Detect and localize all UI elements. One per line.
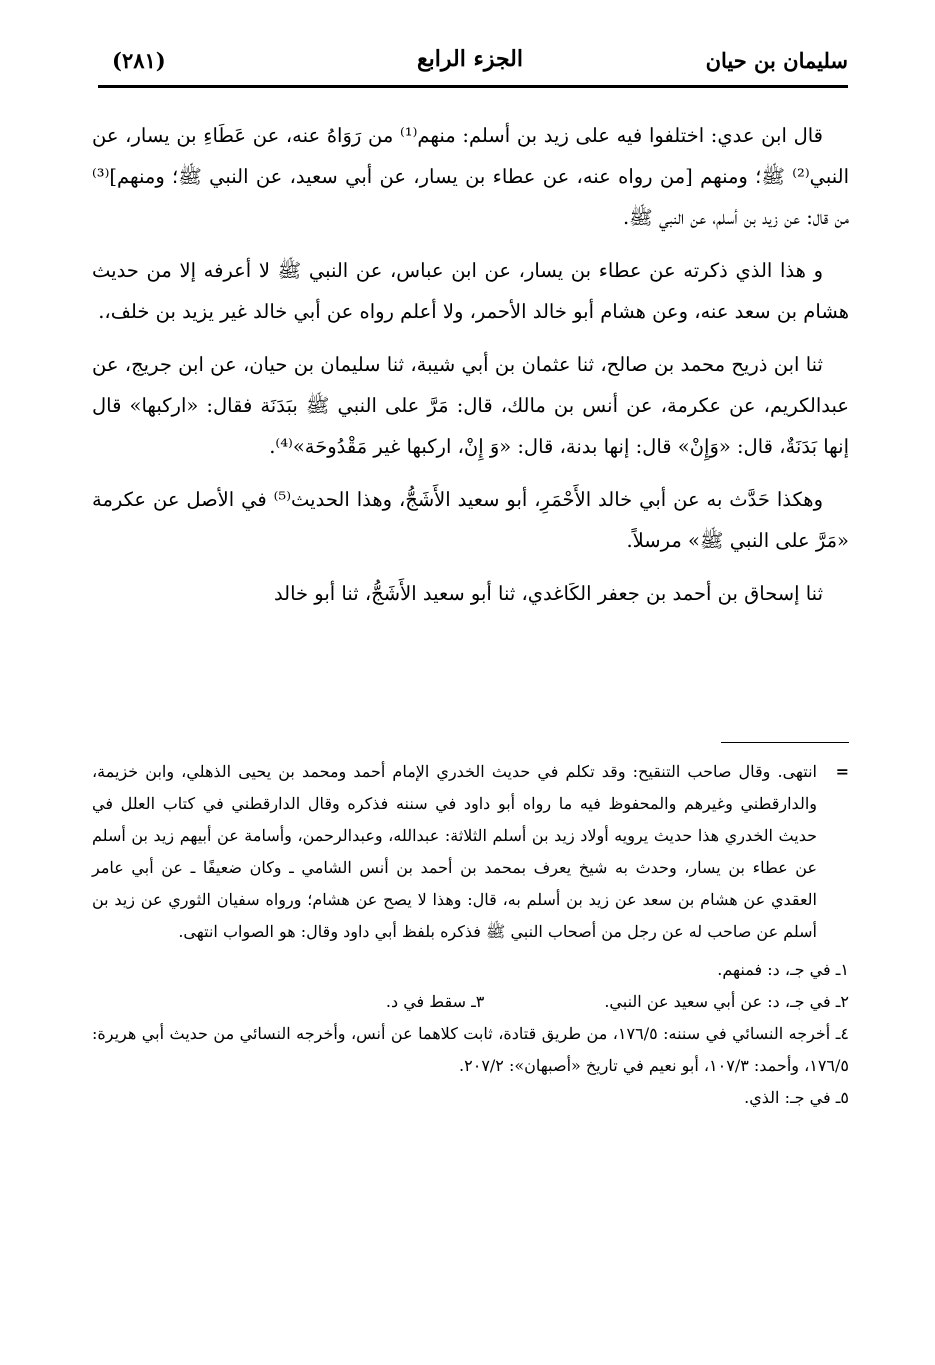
footnotes <box>92 756 849 1114</box>
footnote-separator <box>721 742 849 743</box>
paragraph: وهكذا حَدَّث به عن أبي خالد الأَحْمَرِ، أبو سعيد الأَشَجُّ، وهذا الحديث⁽⁵⁾ في الأصل عن عكرمة «مَرَّ على النبي ﷺ» مرسلاً. <box>92 488 849 552</box>
paragraph: قال ابن عدي: اختلفوا فيه على زيد بن أسلم: منهم⁽¹⁾ من رَوَاهُ عنه، عن عَطَاءِ بن يسار، عن النبي⁽²⁾ ﷺ؛ ومنهم [من رواه عنه، عن عطاء بن يسار، عن أبي سعيد، عن النبي ﷺ؛ ومنهم]⁽³⁾ من قال: عن زيد بن أسلم، عن النبي ﷺ. <box>92 124 849 229</box>
footnote-row <box>92 986 849 1018</box>
page-number: (٢٨١) <box>112 48 166 73</box>
header-rule <box>98 85 848 88</box>
footnote-continuation <box>92 756 849 948</box>
continuation-mark: = <box>835 762 849 781</box>
page-header <box>98 42 848 88</box>
footnote-2: ٢ـ في جـ، د: عن أبي سعيد عن النبي. <box>604 992 849 1011</box>
paragraph: و هذا الذي ذكرته عن عطاء بن يسار، عن ابن عباس، عن النبي ﷺ لا أعرفه إلا من حديث هشام بن سعد عنه، وعن هشام أبو خالد الأحمر، ولا أعلم رواه عن أبي خالد غير يزيد بن خلف،. <box>92 259 849 323</box>
footnote-4: ٤ـ أخرجه النسائي في سننه: ١٧٦/٥، من طريق قتادة، ثابت كلاهما عن أنس، وأخرجه النسائي من حديث أبي هريرة: ١٧٦/٥، وأحمد: ١٠٧/٣، أبو نعيم في تاريخ «أصبهان»: ٢٠٧/٢. <box>92 1024 849 1075</box>
footnote-5: ٥ـ في جـ: الذي. <box>744 1088 849 1107</box>
continuation-text: انتهى. وقال صاحب التنقيح: وقد تكلم في حديث الخدري الإمام أحمد ومحمد بن يحيى الذهلي، وابن خزيمة، والدارقطني وغيرهم والمحفوظ فيه ما رواه أبو داود في سننه فذكره وقال الدارقطني في كتاب العلل في حديث الخدري هذا حديث يرويه أولاد زيد بن أسلم الثلاثة: عبدالله، وعبدالرحمن، وأسامة عن أبيهم زيد بن أسلم عن عطاء بن يسار، وحدث به شيخ يعرف بمحمد بن أحمد بن أنس الشامي ـ وكان ضعيفًا ـ عن أبي عامر العقدي عن هشام بن سعد عن زيد بن أسلم به، قال: وهذا لا يصح عن هشام؛ ورواه سفيان الثوري عن زيد بن أسلم عن صاحب له عن رجل من أصحاب النبي ﷺ فذكره بلفظ أبي داود وقال: هو الصواب انتهى. <box>92 762 817 941</box>
paragraph: ثنا إسحاق بن أحمد بن جعفر الكَاغدي، ثنا أبو سعيد الأَشَجُّ، ثنا أبو خالد <box>273 582 823 605</box>
footnote-3: ٣ـ سقط في د. <box>385 992 485 1011</box>
running-title-author: سليمان بن حيان <box>705 48 848 73</box>
running-title-volume: الجزء الرابع <box>416 46 523 72</box>
footnote-1: ١ـ في جـ، د: فمنهم. <box>717 960 849 979</box>
paragraph: ثنا ابن ذريح محمد بن صالح، ثنا عثمان بن أبي شيبة، ثنا سليمان بن حيان، عن ابن جريج، عن عبدالكريم، عن عكرمة، عن أنس بن مالك، قال: مَرَّ على النبي ﷺ ببَدَنَة فقال: «اركبها» قال إنها بَدَنَةٌ، قال: «وَإِنْ» قال: إنها بدنة، قال: «وَ إِنْ، اركبها غير مَقْدُوحَة»⁽⁴⁾. <box>92 353 849 458</box>
main-text <box>92 115 849 626</box>
